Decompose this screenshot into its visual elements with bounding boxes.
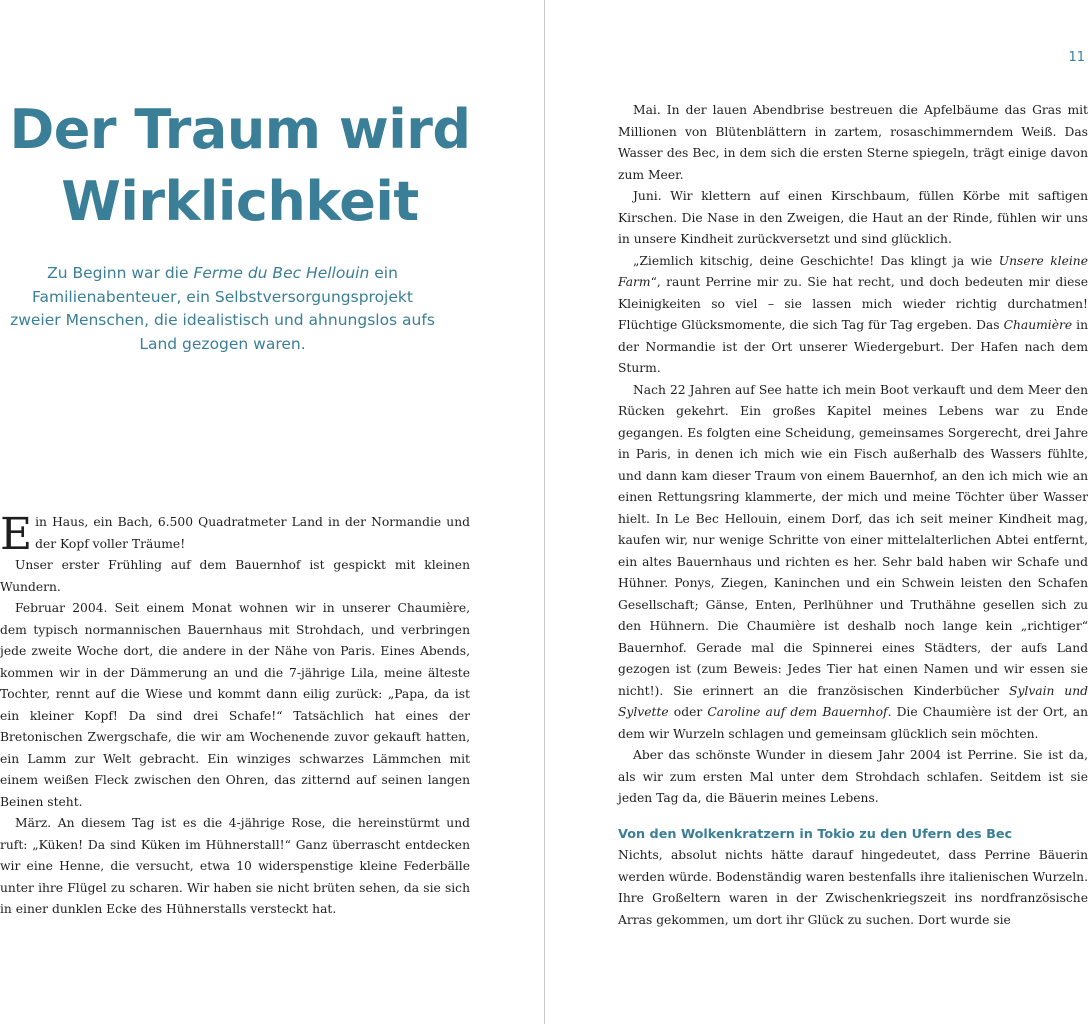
place-name-italic: Chaumière — [1003, 318, 1073, 332]
paragraph: März. An diesem Tag ist es die 4-jährige Rose, die hereinstürmt und ruft: „Küken! Da sind Küken im Hühnerstall!“ Ganz überrascht entdecken wir eine Henne, die versucht, etwa 10 widerspenstige kleine Federbälle unter ihre Flügel zu scharen. Wir haben sie nicht brüten sehen, da sie sich in einer dunklen Ecke des Hühnerstalls versteckt hat. — [0, 816, 470, 916]
intro-farm-name: Ferme du Bec Hellouin — [193, 264, 370, 282]
paragraph: Nichts, absolut nichts hätte darauf hingedeutet, dass Perrine Bäuerin werden würde. Bodenständig waren bestenfalls ihre italienischen Wurzeln. Ihre Großeltern waren in der Zwischenkriegszeit ins nordfranzösische Arras gekommen, um dort ihr Glück zu suchen. Dort wurde sie — [618, 848, 1088, 927]
page-gutter — [544, 0, 545, 1024]
page-number: 11 — [1068, 50, 1085, 65]
book-title-italic: Sylvain und Sylvette — [618, 683, 1088, 719]
intro-text-start: Zu Beginn war die — [47, 264, 194, 282]
left-page — [0, 0, 545, 1024]
paragraph-text: “, raunt Perrine mir zu. Sie hat recht, und doch bedeuten mir diese Kleinigkeiten so viel – sie lassen mich wieder richtig durchatmen! Flüchtige Glücksmomente, die sich Tag für Tag ergeben. Das — [618, 275, 1088, 332]
book-title-italic: Unsere kleine Farm — [618, 253, 1088, 289]
paragraph-text: oder — [668, 705, 708, 719]
paragraph-text: Nach 22 Jahren auf See hatte ich mein Boot verkauft und dem Meer den Rücken gekehrt. Ein großes Kapitel meines Lebens war zu Ende gegangen. Es folgten eine Scheidung, gemeinsames Sorgerecht, drei Jahre in Paris, in denen ich mich wie ein Fisch außerhalb des Wassers fühlte, und dann kam dieser Traum von einem Bauernhof, an den ich mich wie an einen Rettungsring klammerte, der mich und meine Töchter über Wasser hielt. In Le Bec Hellouin, einem Dorf, das ich seit meiner Kindheit mag, kaufen wir, nur wenige Schritte von einer mittelalterlichen Abtei entfernt, ein altes Bauernhaus und richten es her. Sehr bald haben wir Schafe und Hühner. Ponys, Ziegen, Kaninchen und ein Schwein leisten den Schafen Gesellschaft; Gänse, Enten, Perlhühner und Truthähne gesellen sich zu den Hühnern. Die Chaumière ist deshalb noch lange kein „richtiger“ Bauernhof. Gerade mal die Spinnerei eines Städters, der aufs Land gezogen ist (zum Beweis: Jedes Tier hat einen Namen und wir essen sie nicht!). Sie erinnert an die französischen Kinderbücher — [618, 382, 1088, 698]
paragraph — [618, 380, 1088, 746]
left-body-text — [0, 509, 470, 921]
paragraph — [0, 509, 470, 560]
chapter-title: Der Traum wird Wirklichkeit — [9, 98, 471, 233]
right-page — [546, 0, 1091, 1024]
right-body-text — [618, 100, 1088, 931]
book-title-italic: Caroline auf dem Bauernhof — [707, 705, 888, 719]
paragraph: Mai. In der lauen Abendbrise bestreuen die Apfelbäume das Gras mit Millionen von Blütenblättern in zartem, rosaschimmerndem Weiß. Das Wasser des Bec, in dem sich die ersten Sterne spiegeln, trägt einige davon zum Meer. — [618, 103, 1088, 182]
intro-text-end: ein Familienabenteuer, ein Selbstversorgungsprojekt zweier Menschen, die idealistisch und ahnungslos aufs Land gezogen waren. — [10, 264, 435, 353]
paragraph-text: „Ziemlich kitschig, deine Geschichte! Das klingt ja wie — [633, 253, 999, 268]
paragraph: Unser erster Frühling auf dem Bauernhof ist gespickt mit kleinen Wundern. — [0, 558, 470, 594]
paragraph-text: in der Normandie ist der Ort unserer Wiedergeburt. Der Hafen nach dem Sturm. — [618, 318, 1089, 375]
paragraph-text: in Haus, ein Bach, 6.500 Quadratmeter Land in der Normandie und der Kopf voller Träume! — [35, 515, 470, 551]
chapter-intro — [10, 262, 435, 356]
paragraph: Februar 2004. Seit einem Monat wohnen wir in unserer Chaumière, dem typisch normannischen Bauernhaus mit Strohdach, und verbringen jede zweite Woche dort, die andere in der Nähe von Paris. Eines Abends, kommen wir in der Dämmerung an und die 7-jährige Lila, meine älteste Tochter, rennt auf die Wiese und kommt dann eilig zurück: „Papa, da ist ein kleiner Kopf! Da sind drei Schafe!“ Tatsächlich hat eines der Bretonischen Zwergschafe, die wir am Wochenende zuvor gekauft hatten, ein Lamm zur Welt gebracht. Ein winziges schwarzes Lämmchen mit einem weißen Fleck zwischen den Ohren, das zitternd auf seinen langen Beinen steht. — [0, 601, 470, 809]
paragraph: Juni. Wir klettern auf einen Kirschbaum, füllen Körbe mit saftigen Kirschen. Die Nase in den Zweigen, die Haut an der Rinde, fühlen wir uns in unsere Kindheit zurückversetzt und sind glücklich. — [618, 189, 1088, 246]
paragraph: Aber das schönste Wunder in diesem Jahr 2004 ist Perrine. Sie ist da, als wir zum ersten Mal unter dem Strohdach schlafen. Seitdem ist sie jeden Tag da, die Bäuerin meines Lebens. — [618, 748, 1088, 805]
drop-cap: E — [0, 509, 33, 560]
paragraph — [618, 251, 1088, 380]
paragraph-text: . Die Chaumière ist der Ort, an dem wir Wurzeln schlagen und gemeinsam glücklich sein möchten. — [618, 705, 1088, 741]
section-heading: Von den Wolkenkratzern in Tokio zu den Ufern des Bec — [618, 826, 1013, 842]
